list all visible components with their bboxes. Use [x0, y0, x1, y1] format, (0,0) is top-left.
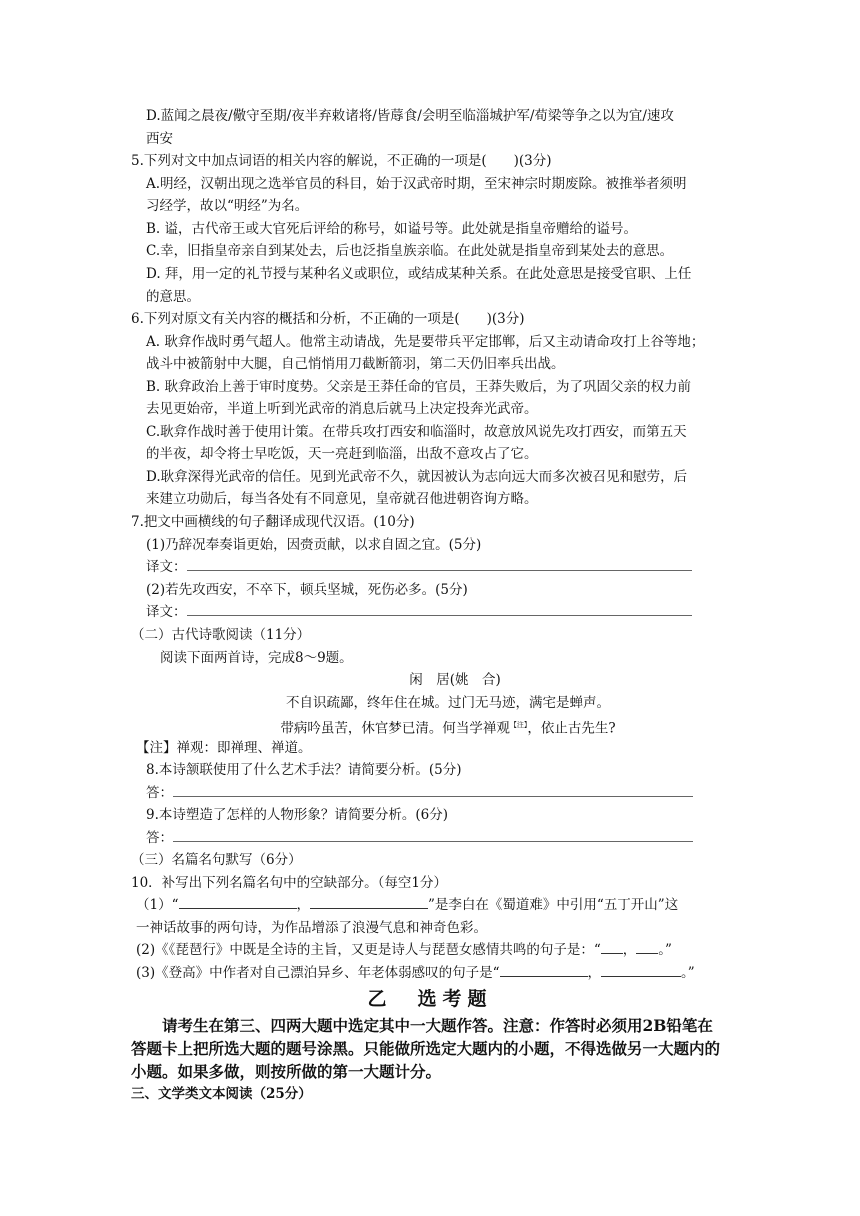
poem-line-2-part-b: ，依止古先生?	[527, 720, 616, 737]
q10-stem: 10．补写出下列名篇名句中的空缺部分。（每空1分）	[131, 875, 448, 891]
q10-item-1-line1	[136, 896, 678, 914]
answer-label: 答：	[146, 830, 173, 846]
section-3-heading: 三、文学类文本阅读（25分）	[131, 1086, 312, 1102]
elective-instruction-line1: 请考生在第三、四两大题中选定其中一大题作答。注意：作答时必须用2B铅笔在	[162, 1016, 713, 1035]
poem-line-2	[0, 716, 860, 738]
item-3-text: (3)《登高》中作者对自己漂泊异乡、年老体弱感叹的句子是“	[136, 965, 500, 981]
fill-blank[interactable]	[179, 896, 297, 909]
fill-blank[interactable]	[636, 941, 658, 954]
elective-title: 乙 选考题	[367, 988, 493, 1010]
q5-option-a-line2: 习经学，故以“明经”为名。	[146, 198, 309, 214]
q4-option-d-line2: 西安	[146, 131, 173, 147]
q6-option-a-line1: A. 耿弇作战时勇气超人。他常主动请战，先是要带兵平定邯郸，后又主动请命攻打上谷等地；	[146, 334, 705, 350]
comma: ，	[587, 965, 602, 981]
poem-note: 【注】禅观：即禅理、禅道。	[136, 740, 312, 756]
poem-line-2-part-a: 带病吟虽苦，休官梦已清。何当学禅观	[280, 720, 510, 737]
answer-label: 译文：	[146, 559, 187, 575]
q8-answer-line[interactable]	[146, 784, 693, 802]
close-quote: 。”	[681, 965, 695, 981]
q9-stem: 9.本诗塑造了怎样的人物形象？请简要分析。(6分)	[146, 807, 449, 823]
q5-option-c: C.幸，旧指皇帝亲自到某处去，后也泛指皇族亲临。在此处就是指皇帝到某处去的意思。	[146, 243, 674, 259]
close-quote: 。”	[658, 942, 672, 958]
q9-answer-line[interactable]	[146, 829, 693, 847]
elective-instruction-line2: 答题卡上把所选大题的题号涂黑。只能做所选定大题内的小题，不得选做另一大题内的	[131, 1039, 721, 1058]
fill-blank[interactable]	[500, 964, 588, 977]
q6-stem: 6.下列对原文有关内容的概括和分析，不正确的一项是( )(3分)	[131, 311, 525, 327]
q8-stem: 8.本诗颔联使用了什么艺术手法？请简要分析。(5分)	[146, 762, 462, 778]
footnote-marker: 【注】	[509, 721, 528, 729]
q5-option-b: B. 谥，古代帝王或大官死后评给的称号，如谥号等。此处就是指皇帝赠给的谥号。	[146, 221, 638, 237]
q6-option-b-line1: B. 耿弇政治上善于审时度势。父亲是王莽任命的官员，王莽失败后，为了巩固父亲的权力前	[146, 379, 692, 395]
answer-underline	[187, 558, 692, 571]
poetry-instruction: 阅读下面两首诗，完成8～9题。	[160, 650, 353, 666]
q6-option-b-line2: 去见更始帝，半道上听到光武帝的消息后就马上决定投奔光武帝。	[146, 401, 538, 417]
q10-item-3	[136, 964, 695, 982]
item-1-rest: ”是李白在《蜀道难》中引用“五丁开山”这	[428, 897, 679, 913]
dictation-section-heading: （三）名篇名句默写（6分）	[131, 852, 302, 868]
fill-blank[interactable]	[601, 964, 681, 977]
q7-answer-line-2[interactable]	[146, 603, 692, 621]
comma: ，	[622, 942, 637, 958]
fill-blank[interactable]	[310, 896, 428, 909]
q5-stem: 5.下列对文中加点词语的相关内容的解说，不正确的一项是( )(3分)	[131, 153, 552, 169]
answer-label: 答：	[146, 785, 173, 801]
q6-option-c-line2: 的半夜，却令将士早吃饭，天一亮赶到临淄，出敌不意攻占了它。	[146, 446, 538, 462]
answer-underline	[187, 603, 692, 616]
poem-title: 闲 居(姚 合)	[409, 672, 501, 688]
elective-instruction-line3: 小题。如果多做，则按所做的第一大题计分。	[131, 1062, 442, 1081]
q10-item-1-line2: 一神话故事的两句诗，为作品增添了浪漫气息和神奇色彩。	[136, 920, 487, 936]
answer-label: 译文：	[146, 604, 187, 620]
q6-option-d-line1: D.耿弇深得光武帝的信任。见到光武帝不久，就因被认为志向远大而多次被召见和慰劳，后	[146, 469, 688, 485]
open-quote: （1）“	[136, 897, 179, 913]
item-2-text: (2)《《琵琶行》中既是全诗的主旨，又更是诗人与琵琶女感情共鸣的句子是：“	[136, 942, 601, 958]
q4-option-d-line1: D.蓝闻之晨夜/儆守至期/夜半弃敕诸将/皆蓐食/会明至临淄城护军/荀梁等争之以为宜/速攻	[146, 108, 674, 124]
q7-sentence-2: (2)若先攻西安，不卒下，顿兵坚城，死伤必多。(5分)	[146, 582, 468, 598]
q10-item-2	[136, 941, 672, 959]
q6-option-a-line2: 战斗中被箭射中大腿，自己悄悄用刀截断箭羽，第二天仍旧率兵出战。	[146, 356, 565, 372]
q6-option-c-line1: C.耿弇作战时善于使用计策。在带兵攻打西安和临淄时，故意放风说先攻打西安，而第五天	[146, 424, 687, 440]
comma: ，	[296, 897, 310, 913]
answer-underline	[173, 829, 693, 842]
q7-answer-line-1[interactable]	[146, 558, 692, 576]
q5-option-d-line1: D. 拜，用一定的礼节授与某种名义或职位，或结成某种关系。在此处意思是接受官职、上任	[146, 266, 692, 282]
poem-line-1: 不自识疏鄙，终年住在城。过门无马迹，满宅是蝉声。	[286, 695, 610, 711]
q7-sentence-1: (1)乃辞况奉奏诣更始，因赍贡献，以求自固之宜。(5分)	[146, 537, 482, 553]
poetry-section-heading: （二）古代诗歌阅读（11分）	[131, 627, 311, 643]
q5-option-a-line1: A.明经，汉朝出现之选举官员的科目，始于汉武帝时期，至宋神宗时期废除。被推举者须明	[146, 176, 687, 192]
answer-underline	[173, 784, 693, 797]
q7-stem: 7.把文中画横线的句子翻译成现代汉语。(10分)	[131, 514, 415, 530]
q6-option-d-line2: 来建立功勋后，每当各处有不同意见，皇帝就召他进朝咨询方略。	[146, 491, 538, 507]
q5-option-d-line2: 的意思。	[146, 289, 200, 305]
fill-blank[interactable]	[601, 941, 623, 954]
